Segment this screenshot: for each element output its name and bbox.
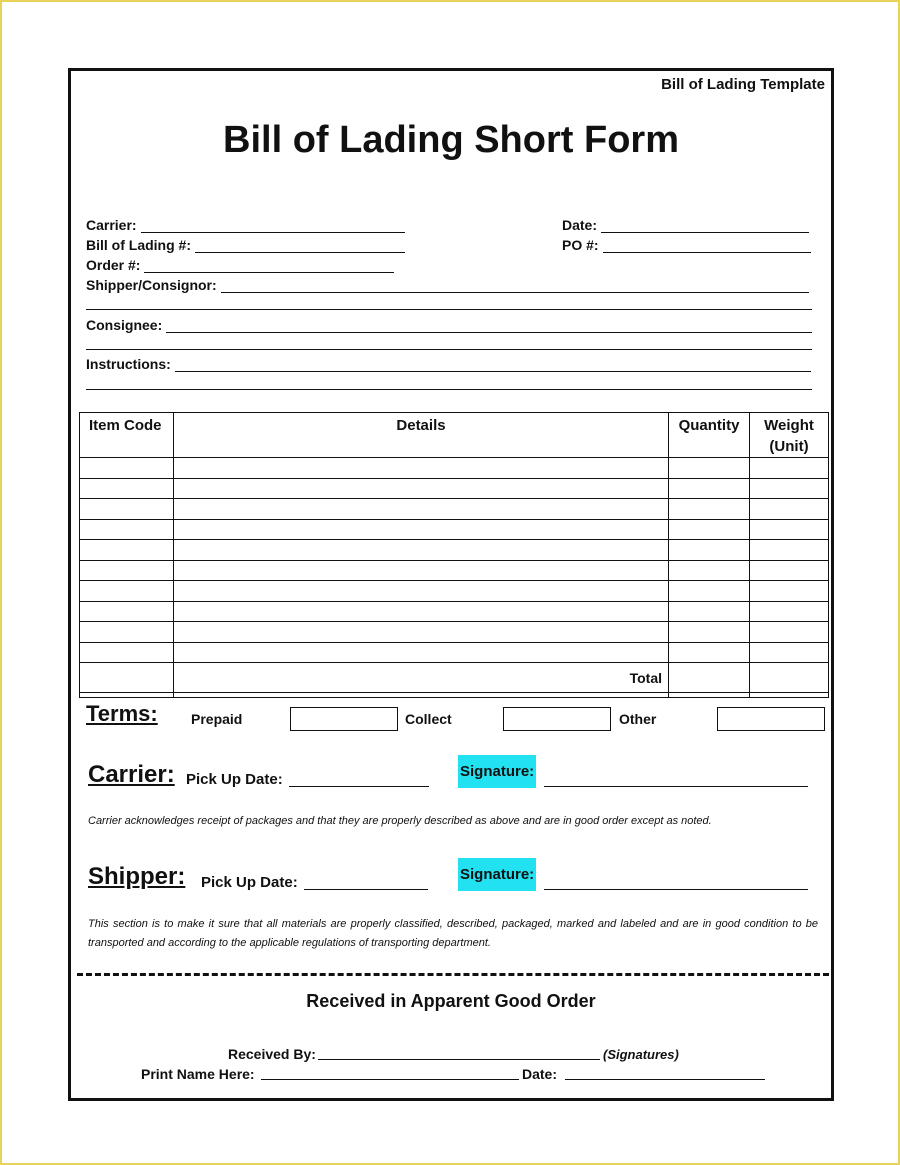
- table-cell[interactable]: [750, 458, 829, 479]
- total-weight-cell[interactable]: [750, 663, 829, 693]
- table-cell[interactable]: [669, 519, 750, 540]
- table-cell[interactable]: [174, 478, 669, 499]
- terms-option-prepaid: Prepaid: [191, 711, 243, 727]
- collect-checkbox[interactable]: [503, 707, 611, 731]
- table-cell[interactable]: [669, 642, 750, 663]
- received-section-title: Received in Apparent Good Order: [306, 991, 596, 1011]
- table-cell: [174, 693, 669, 698]
- table-row: [80, 642, 829, 663]
- table-cell[interactable]: [80, 478, 174, 499]
- date-field-label: Date:: [562, 217, 598, 233]
- shipper-input-line-2[interactable]: [86, 309, 812, 310]
- table-cell[interactable]: [669, 581, 750, 602]
- table-cell: [80, 693, 174, 698]
- table-cell[interactable]: [80, 642, 174, 663]
- table-cell[interactable]: [750, 581, 829, 602]
- table-cell[interactable]: [750, 560, 829, 581]
- prepaid-checkbox[interactable]: [290, 707, 398, 731]
- total-label: Total: [174, 663, 669, 693]
- carrier-pickup-input-line[interactable]: [289, 786, 429, 787]
- weight-header: [750, 413, 829, 458]
- table-cell[interactable]: [750, 478, 829, 499]
- carrier-pickup-label: Pick Up Date:: [186, 771, 283, 788]
- table-row: [80, 519, 829, 540]
- total-quantity-cell[interactable]: [669, 663, 750, 693]
- form-page: [68, 68, 834, 1101]
- table-row: [80, 560, 829, 581]
- table-row: [80, 540, 829, 561]
- received-date-label: Date:: [522, 1066, 558, 1082]
- table-cell[interactable]: [750, 540, 829, 561]
- instructions-input-line[interactable]: [175, 360, 811, 372]
- instructions-field-row: [86, 356, 811, 372]
- details-header: Details: [174, 413, 669, 458]
- table-cell[interactable]: [80, 560, 174, 581]
- shipper-compliance-note: This section is to make it sure that all materials are properly classified, described, packaged, marked and labeled and are in good condition to be transported and according to the applicable regulations of transporting department.: [88, 918, 818, 949]
- po-input-line[interactable]: [603, 241, 811, 253]
- table-row: [80, 581, 829, 602]
- signatures-hint: (Signatures): [603, 1047, 679, 1062]
- table-cell[interactable]: [669, 560, 750, 581]
- consignee-input-line-2[interactable]: [86, 349, 812, 350]
- table-cell[interactable]: [750, 622, 829, 643]
- shipper-signature-label: Signature:: [458, 858, 536, 891]
- date-field-row: [562, 217, 809, 233]
- carrier-field-label: Carrier:: [86, 217, 137, 233]
- other-checkbox[interactable]: [717, 707, 825, 731]
- carrier-section-label: Carrier:: [88, 761, 175, 788]
- table-cell[interactable]: [174, 499, 669, 520]
- table-cell[interactable]: [80, 581, 174, 602]
- table-row: [80, 458, 829, 479]
- table-cell[interactable]: [750, 642, 829, 663]
- date-input-line[interactable]: [601, 221, 809, 233]
- consignee-input-line[interactable]: [166, 321, 812, 333]
- instructions-field-label: Instructions:: [86, 356, 171, 372]
- print-name-input-line[interactable]: [261, 1079, 519, 1080]
- table-row: [80, 622, 829, 643]
- table-cell[interactable]: [669, 458, 750, 479]
- table-row-tail: [80, 693, 829, 698]
- print-name-label: Print Name Here:: [141, 1066, 255, 1082]
- table-cell[interactable]: [174, 458, 669, 479]
- table-cell[interactable]: [669, 540, 750, 561]
- table-cell[interactable]: [80, 458, 174, 479]
- bill-of-lading-field-row: [86, 237, 405, 253]
- po-field-label: PO #:: [562, 237, 599, 253]
- weight-header-line1: Weight: [764, 417, 814, 434]
- table-cell[interactable]: [174, 540, 669, 561]
- table-cell[interactable]: [174, 622, 669, 643]
- table-cell[interactable]: [80, 499, 174, 520]
- table-cell[interactable]: [669, 499, 750, 520]
- table-cell[interactable]: [80, 519, 174, 540]
- template-label: Bill of Lading Template: [661, 76, 825, 93]
- terms-option-other: Other: [619, 711, 657, 727]
- table-cell: [750, 693, 829, 698]
- table-cell[interactable]: [750, 601, 829, 622]
- shipper-pickup-input-line[interactable]: [304, 889, 428, 890]
- table-cell[interactable]: [750, 499, 829, 520]
- table-cell[interactable]: [174, 642, 669, 663]
- terms-label: Terms:: [86, 701, 158, 726]
- weight-header-line2: (Unit): [769, 438, 809, 455]
- received-date-input-line[interactable]: [565, 1079, 765, 1080]
- item-code-header: Item Code: [80, 413, 174, 458]
- shipper-section-label: Shipper:: [88, 863, 186, 890]
- table-cell[interactable]: [80, 540, 174, 561]
- table-cell[interactable]: [750, 519, 829, 540]
- items-table: [79, 412, 829, 698]
- carrier-acknowledgement-note: Carrier acknowledges receipt of packages and that they are properly described as above and are in good order except as noted.: [88, 815, 712, 827]
- table-row: [80, 478, 829, 499]
- carrier-input-line[interactable]: [141, 221, 405, 233]
- table-row: [80, 601, 829, 622]
- order-input-line[interactable]: [144, 261, 394, 273]
- items-table-body: [80, 458, 829, 698]
- instructions-input-line-2[interactable]: [86, 389, 812, 390]
- order-field-row: [86, 257, 394, 273]
- table-cell[interactable]: [669, 622, 750, 643]
- bill-of-lading-input-line[interactable]: [195, 241, 405, 253]
- table-row-total: [80, 663, 829, 693]
- table-cell[interactable]: [174, 519, 669, 540]
- shipper-pickup-label: Pick Up Date:: [201, 874, 298, 891]
- shipper-signature-input-line[interactable]: [544, 889, 808, 890]
- carrier-signature-label: Signature:: [458, 755, 536, 788]
- carrier-field-row: [86, 217, 405, 233]
- table-cell[interactable]: [80, 663, 174, 693]
- bill-of-lading-field-label: Bill of Lading #:: [86, 237, 191, 253]
- shipper-field-label: Shipper/Consignor:: [86, 277, 217, 293]
- items-table-header: [80, 413, 829, 458]
- table-cell[interactable]: [669, 478, 750, 499]
- table-cell[interactable]: [174, 601, 669, 622]
- shipper-field-row: [86, 277, 809, 293]
- table-cell[interactable]: [174, 581, 669, 602]
- cut-line-divider: [77, 973, 829, 976]
- shipper-input-line[interactable]: [221, 281, 809, 293]
- form-title: Bill of Lading Short Form: [223, 119, 679, 161]
- consignee-field-label: Consignee:: [86, 317, 163, 333]
- table-cell[interactable]: [80, 601, 174, 622]
- table-cell[interactable]: [80, 622, 174, 643]
- po-field-row: [562, 237, 811, 253]
- consignee-field-row: [86, 317, 812, 333]
- quantity-header: Quantity: [669, 413, 750, 458]
- carrier-signature-input-line[interactable]: [544, 786, 808, 787]
- order-field-label: Order #:: [86, 257, 141, 273]
- received-by-input-line[interactable]: [318, 1059, 600, 1060]
- table-cell: [669, 693, 750, 698]
- received-by-label: Received By:: [228, 1046, 316, 1062]
- table-cell[interactable]: [174, 560, 669, 581]
- table-cell[interactable]: [669, 601, 750, 622]
- terms-option-collect: Collect: [405, 711, 452, 727]
- table-row: [80, 499, 829, 520]
